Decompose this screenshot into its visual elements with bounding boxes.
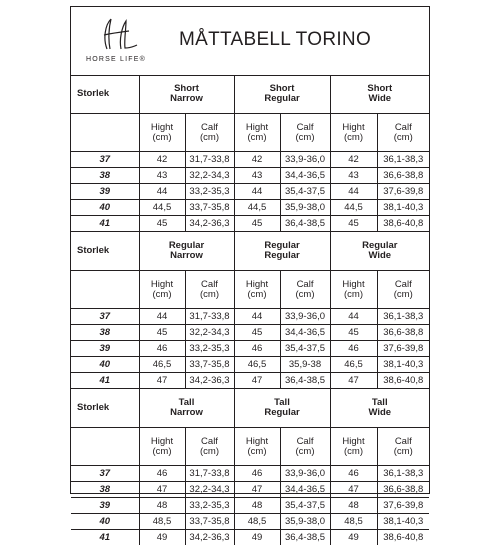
hight-value: 42 bbox=[139, 152, 185, 168]
calf-header bbox=[377, 114, 429, 152]
size-cell: 41 bbox=[71, 530, 139, 545]
calf-value: 35,9-38,0 bbox=[280, 514, 330, 530]
hight-value: 45 bbox=[139, 216, 185, 232]
header bbox=[71, 7, 429, 76]
calf-value: 34,2-36,3 bbox=[185, 530, 234, 545]
calf-header bbox=[280, 271, 330, 309]
hight-value: 45 bbox=[234, 325, 280, 341]
size-cell: 39 bbox=[71, 184, 139, 200]
size-cell: 38 bbox=[71, 325, 139, 341]
calf-value: 33,9-36,0 bbox=[280, 466, 330, 482]
header-label: Hight bbox=[140, 123, 185, 133]
hight-value: 46,5 bbox=[330, 357, 377, 373]
hight-value: 45 bbox=[234, 216, 280, 232]
header-label: Hight bbox=[235, 280, 280, 290]
group-length: Tall bbox=[235, 398, 330, 408]
header-label: Hight bbox=[331, 280, 377, 290]
calf-value: 38,6-40,8 bbox=[377, 530, 429, 545]
size-table bbox=[71, 75, 429, 545]
calf-value: 36,1-38,3 bbox=[377, 152, 429, 168]
size-cell: 37 bbox=[71, 152, 139, 168]
table-row bbox=[71, 168, 429, 184]
calf-value: 33,7-35,8 bbox=[185, 357, 234, 373]
hight-value: 47 bbox=[139, 373, 185, 389]
group-header bbox=[139, 232, 234, 271]
calf-value: 37,6-39,8 bbox=[377, 498, 429, 514]
header-unit: (cm) bbox=[331, 447, 377, 457]
calf-value: 31,7-33,8 bbox=[185, 466, 234, 482]
calf-value: 35,4-37,5 bbox=[280, 341, 330, 357]
header-label: Hight bbox=[331, 123, 377, 133]
group-header bbox=[330, 389, 429, 428]
calf-header bbox=[377, 428, 429, 466]
header-unit: (cm) bbox=[378, 447, 430, 457]
hight-value: 46 bbox=[139, 341, 185, 357]
header-unit: (cm) bbox=[140, 290, 185, 300]
group-length: Regular bbox=[140, 241, 234, 251]
calf-value: 33,9-36,0 bbox=[280, 152, 330, 168]
calf-value: 31,7-33,8 bbox=[185, 309, 234, 325]
hight-value: 47 bbox=[330, 373, 377, 389]
hight-value: 44,5 bbox=[234, 200, 280, 216]
group-length: Short bbox=[140, 84, 234, 94]
calf-value: 36,1-38,3 bbox=[377, 309, 429, 325]
calf-header bbox=[280, 114, 330, 152]
calf-value: 31,7-33,8 bbox=[185, 152, 234, 168]
header-unit: (cm) bbox=[331, 133, 377, 143]
table-row bbox=[71, 309, 429, 325]
group-header bbox=[234, 389, 330, 428]
hight-header bbox=[234, 271, 280, 309]
calf-value: 37,6-39,8 bbox=[377, 184, 429, 200]
header-label: Hight bbox=[235, 437, 280, 447]
group-header-row bbox=[71, 232, 429, 271]
group-width: Regular bbox=[235, 251, 330, 261]
hight-value: 43 bbox=[234, 168, 280, 184]
calf-value: 35,4-37,5 bbox=[280, 184, 330, 200]
table-row bbox=[71, 200, 429, 216]
group-length: Tall bbox=[140, 398, 234, 408]
hight-value: 46 bbox=[234, 341, 280, 357]
size-chart-document bbox=[70, 6, 430, 494]
hight-value: 44 bbox=[139, 184, 185, 200]
hight-header bbox=[139, 428, 185, 466]
calf-value: 38,6-40,8 bbox=[377, 216, 429, 232]
header-unit: (cm) bbox=[186, 133, 234, 143]
table-row bbox=[71, 216, 429, 232]
calf-value: 33,7-35,8 bbox=[185, 200, 234, 216]
hight-value: 46,5 bbox=[139, 357, 185, 373]
hight-header bbox=[234, 428, 280, 466]
group-header bbox=[234, 232, 330, 271]
calf-header bbox=[185, 114, 234, 152]
hight-value: 44 bbox=[330, 309, 377, 325]
calf-value: 34,4-36,5 bbox=[280, 168, 330, 184]
header-label: Calf bbox=[281, 123, 330, 133]
table-row bbox=[71, 530, 429, 545]
group-length: Tall bbox=[331, 398, 430, 408]
hight-value: 44 bbox=[234, 309, 280, 325]
header-label: Calf bbox=[281, 437, 330, 447]
header-label: Hight bbox=[235, 123, 280, 133]
column-header-row bbox=[71, 271, 429, 309]
calf-value: 33,2-35,3 bbox=[185, 341, 234, 357]
calf-header bbox=[185, 271, 234, 309]
calf-header bbox=[377, 271, 429, 309]
size-cell: 37 bbox=[71, 466, 139, 482]
header-label: Hight bbox=[140, 280, 185, 290]
size-cell: 40 bbox=[71, 357, 139, 373]
hight-value: 44 bbox=[330, 184, 377, 200]
calf-value: 36,4-38,5 bbox=[280, 216, 330, 232]
hl-monogram-icon bbox=[95, 15, 141, 55]
group-header bbox=[234, 75, 330, 114]
size-cell: 39 bbox=[71, 341, 139, 357]
hight-value: 44 bbox=[139, 309, 185, 325]
hight-value: 44 bbox=[234, 184, 280, 200]
hight-value: 46 bbox=[330, 466, 377, 482]
group-header bbox=[330, 232, 429, 271]
calf-value: 34,2-36,3 bbox=[185, 216, 234, 232]
column-header-row bbox=[71, 428, 429, 466]
page-title: MÅTTABELL TORINO bbox=[179, 29, 371, 51]
calf-value: 36,6-38,8 bbox=[377, 168, 429, 184]
hight-header bbox=[330, 114, 377, 152]
hight-value: 47 bbox=[234, 482, 280, 498]
calf-value: 34,4-36,5 bbox=[280, 482, 330, 498]
calf-value: 33,9-36,0 bbox=[280, 309, 330, 325]
header-label: Calf bbox=[186, 280, 234, 290]
hight-value: 48,5 bbox=[330, 514, 377, 530]
hight-value: 48 bbox=[139, 498, 185, 514]
header-unit: (cm) bbox=[281, 290, 330, 300]
calf-value: 33,2-35,3 bbox=[185, 498, 234, 514]
calf-value: 37,6-39,8 bbox=[377, 341, 429, 357]
calf-value: 35,9-38,0 bbox=[280, 200, 330, 216]
hight-header bbox=[139, 114, 185, 152]
calf-value: 36,1-38,3 bbox=[377, 466, 429, 482]
group-length: Regular bbox=[331, 241, 430, 251]
group-length: Regular bbox=[235, 241, 330, 251]
group-width: Wide bbox=[331, 94, 430, 104]
table-row bbox=[71, 357, 429, 373]
hight-value: 46 bbox=[330, 341, 377, 357]
calf-header bbox=[185, 428, 234, 466]
calf-value: 35,4-37,5 bbox=[280, 498, 330, 514]
hight-value: 44,5 bbox=[330, 200, 377, 216]
hight-value: 48 bbox=[330, 498, 377, 514]
calf-value: 32,2-34,3 bbox=[185, 168, 234, 184]
calf-value: 36,4-38,5 bbox=[280, 530, 330, 545]
header-unit: (cm) bbox=[281, 447, 330, 457]
table-row bbox=[71, 514, 429, 530]
header-unit: (cm) bbox=[378, 290, 430, 300]
hight-value: 46 bbox=[139, 466, 185, 482]
header-label: Calf bbox=[378, 123, 430, 133]
header-label: Calf bbox=[186, 437, 234, 447]
hight-value: 48,5 bbox=[234, 514, 280, 530]
hight-value: 45 bbox=[330, 216, 377, 232]
calf-value: 38,6-40,8 bbox=[377, 373, 429, 389]
hight-value: 45 bbox=[330, 325, 377, 341]
hight-value: 49 bbox=[330, 530, 377, 545]
header-unit: (cm) bbox=[331, 290, 377, 300]
calf-value: 34,4-36,5 bbox=[280, 325, 330, 341]
table-row bbox=[71, 482, 429, 498]
hight-value: 47 bbox=[234, 373, 280, 389]
header-unit: (cm) bbox=[140, 133, 185, 143]
hight-value: 43 bbox=[139, 168, 185, 184]
calf-value: 36,6-38,8 bbox=[377, 482, 429, 498]
header-unit: (cm) bbox=[235, 290, 280, 300]
header-unit: (cm) bbox=[378, 133, 430, 143]
group-header bbox=[330, 75, 429, 114]
header-unit: (cm) bbox=[281, 133, 330, 143]
size-cell: 41 bbox=[71, 216, 139, 232]
storlek-label: Storlek bbox=[71, 75, 139, 114]
table-row bbox=[71, 325, 429, 341]
table-row bbox=[71, 184, 429, 200]
table-row bbox=[71, 466, 429, 482]
calf-value: 35,9-38 bbox=[280, 357, 330, 373]
size-cell: 40 bbox=[71, 200, 139, 216]
storlek-label: Storlek bbox=[71, 389, 139, 428]
group-width: Narrow bbox=[140, 94, 234, 104]
table-row bbox=[71, 341, 429, 357]
hight-value: 49 bbox=[139, 530, 185, 545]
calf-value: 36,4-38,5 bbox=[280, 373, 330, 389]
size-cell: 38 bbox=[71, 168, 139, 184]
calf-value: 34,2-36,3 bbox=[185, 373, 234, 389]
group-header bbox=[139, 75, 234, 114]
hight-value: 44,5 bbox=[139, 200, 185, 216]
group-header-row bbox=[71, 389, 429, 428]
hight-value: 42 bbox=[234, 152, 280, 168]
size-cell: 37 bbox=[71, 309, 139, 325]
hight-value: 48 bbox=[234, 498, 280, 514]
hight-header bbox=[234, 114, 280, 152]
group-header bbox=[139, 389, 234, 428]
hight-value: 47 bbox=[139, 482, 185, 498]
hight-value: 47 bbox=[330, 482, 377, 498]
header-label: Calf bbox=[281, 280, 330, 290]
calf-value: 38,1-40,3 bbox=[377, 357, 429, 373]
group-header-row bbox=[71, 75, 429, 114]
blank-cell bbox=[71, 428, 139, 466]
group-width: Wide bbox=[331, 408, 430, 418]
calf-value: 38,1-40,3 bbox=[377, 514, 429, 530]
calf-value: 33,2-35,3 bbox=[185, 184, 234, 200]
horse-life-logo bbox=[81, 15, 151, 69]
header-unit: (cm) bbox=[235, 447, 280, 457]
header-unit: (cm) bbox=[235, 133, 280, 143]
hight-value: 45 bbox=[139, 325, 185, 341]
hight-value: 42 bbox=[330, 152, 377, 168]
calf-value: 32,2-34,3 bbox=[185, 482, 234, 498]
group-length: Short bbox=[331, 84, 430, 94]
header-label: Hight bbox=[331, 437, 377, 447]
column-header-row bbox=[71, 114, 429, 152]
size-cell: 39 bbox=[71, 498, 139, 514]
hight-header bbox=[330, 271, 377, 309]
storlek-label: Storlek bbox=[71, 232, 139, 271]
group-width: Wide bbox=[331, 251, 430, 261]
header-label: Calf bbox=[186, 123, 234, 133]
header-unit: (cm) bbox=[186, 290, 234, 300]
hight-value: 43 bbox=[330, 168, 377, 184]
hight-header bbox=[139, 271, 185, 309]
hight-value: 46 bbox=[234, 466, 280, 482]
hight-value: 48,5 bbox=[139, 514, 185, 530]
calf-value: 33,7-35,8 bbox=[185, 514, 234, 530]
header-label: Calf bbox=[378, 437, 430, 447]
size-cell: 41 bbox=[71, 373, 139, 389]
calf-value: 36,6-38,8 bbox=[377, 325, 429, 341]
header-label: Hight bbox=[140, 437, 185, 447]
blank-cell bbox=[71, 271, 139, 309]
hight-value: 49 bbox=[234, 530, 280, 545]
header-label: Calf bbox=[378, 280, 430, 290]
group-width: Regular bbox=[235, 408, 330, 418]
logo-text: HORSE LIFE® bbox=[81, 56, 151, 63]
calf-value: 38,1-40,3 bbox=[377, 200, 429, 216]
table-row bbox=[71, 152, 429, 168]
hight-header bbox=[330, 428, 377, 466]
group-width: Narrow bbox=[140, 251, 234, 261]
table-row bbox=[71, 373, 429, 389]
size-cell: 38 bbox=[71, 482, 139, 498]
blank-cell bbox=[71, 114, 139, 152]
header-unit: (cm) bbox=[140, 447, 185, 457]
hight-value: 46,5 bbox=[234, 357, 280, 373]
calf-value: 32,2-34,3 bbox=[185, 325, 234, 341]
calf-header bbox=[280, 428, 330, 466]
group-length: Short bbox=[235, 84, 330, 94]
header-unit: (cm) bbox=[186, 447, 234, 457]
group-width: Regular bbox=[235, 94, 330, 104]
group-width: Narrow bbox=[140, 408, 234, 418]
size-cell: 40 bbox=[71, 514, 139, 530]
